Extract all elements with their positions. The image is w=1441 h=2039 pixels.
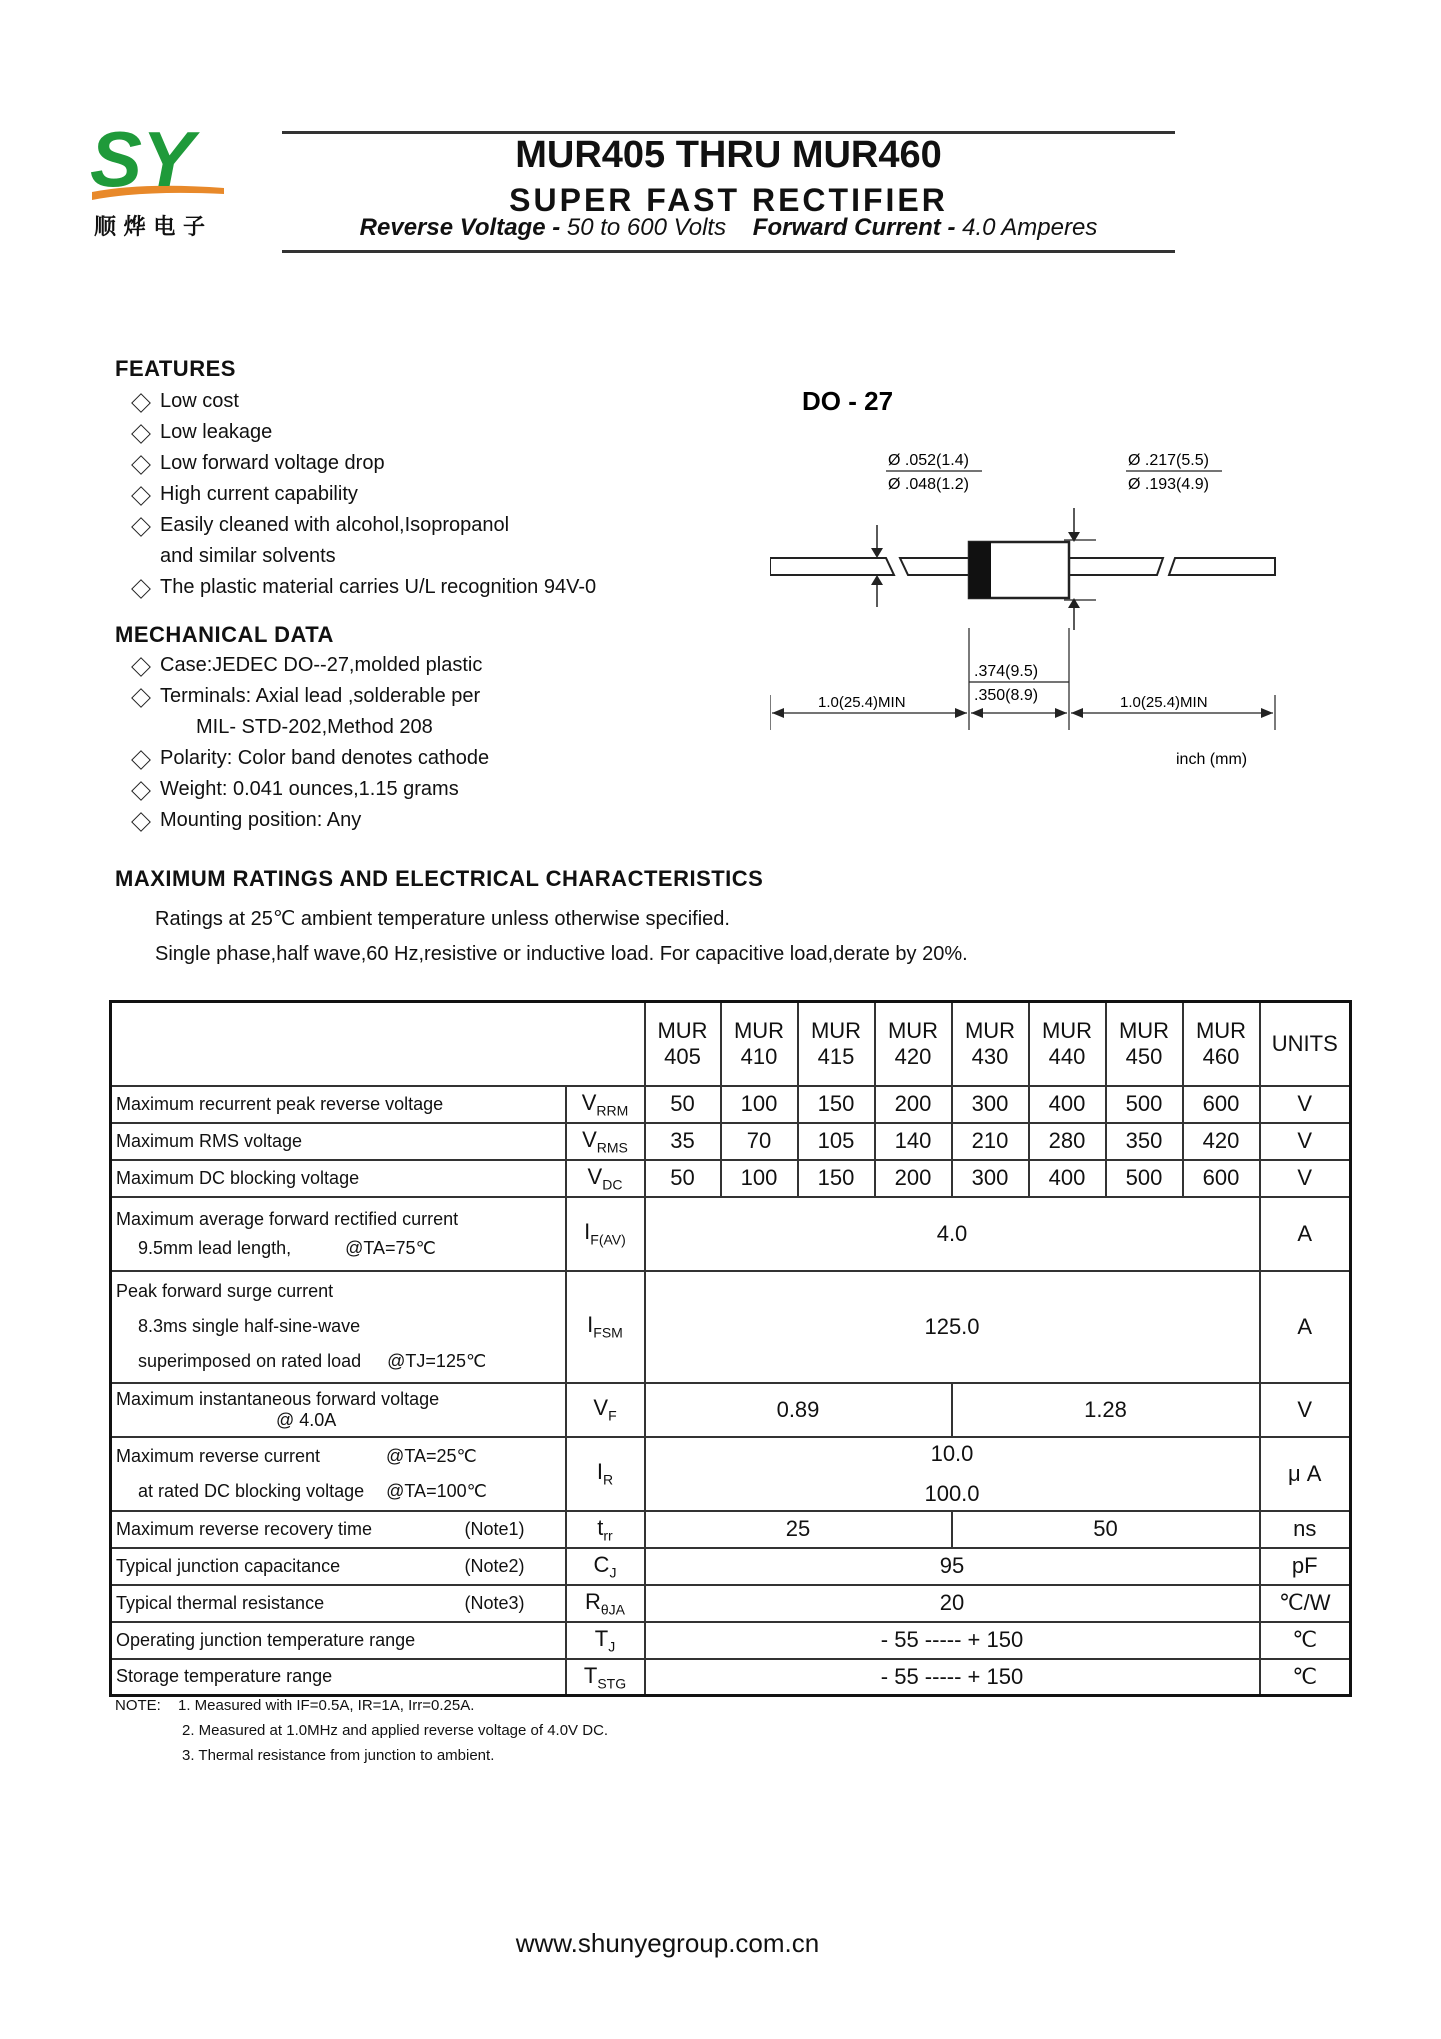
body-dia-max: Ø .217(5.5) <box>1128 452 1209 469</box>
table-row: Maximum reverse recovery time (Note1) $t_{rr}$ 25 50 ns <box>111 1511 1351 1548</box>
arrow-head <box>871 548 883 558</box>
arrow-head <box>971 708 983 718</box>
table-header-row <box>111 1002 1351 1086</box>
footer-url[interactable]: www.shunyegroup.com.cn <box>515 1928 820 1958</box>
lead-dia-max: Ø .052(1.4) <box>888 452 969 469</box>
arrow-head <box>1071 708 1083 718</box>
arrow-head <box>772 708 784 718</box>
body-dia-min: Ø .193(4.9) <box>1128 476 1209 493</box>
right-lead-inner <box>1069 558 1163 575</box>
table-row: Maximum average forward rectified current 9.5mm lead length, @TA=75℃ $I_{F(AV)}$ 4.0 A <box>111 1197 1351 1271</box>
list-item: Low cost <box>132 386 596 417</box>
lead-len-left: 1.0(25.4)MIN <box>818 694 906 711</box>
table-row: Storage temperature range $T_{STG}$ - 55 ----- + 150 ℃ <box>111 1659 1351 1696</box>
diamond-bullet-icon <box>131 812 151 832</box>
header-blank <box>111 1002 645 1086</box>
note-label: NOTE: <box>115 1697 161 1714</box>
body-len-min: .350(8.9) <box>974 687 1039 704</box>
diamond-bullet-icon <box>131 781 151 801</box>
list-item: Easily cleaned with alcohol,Isopropanol and similar solvents <box>132 510 596 572</box>
table-row: Maximum reverse current @TA=25℃ at rated DC blocking voltage @TA=100℃ $I_R$ 10.0 100.0 μ A <box>111 1437 1351 1511</box>
part-header: MUR 450 <box>1106 1002 1183 1086</box>
units-note: inch (mm) <box>1176 751 1248 768</box>
list-item: Polarity: Color band denotes cathode <box>132 743 489 774</box>
left-lead-outer <box>770 558 894 575</box>
part-header: MUR 440 <box>1029 1002 1106 1086</box>
diamond-bullet-icon <box>131 688 151 708</box>
ratings-heading: MAXIMUM RATINGS AND ELECTRICAL CHARACTERISTICS <box>115 866 764 891</box>
lead-dia-min: Ø .048(1.2) <box>888 476 969 493</box>
package-name: DO - 27 <box>802 386 894 416</box>
left-lead-inner <box>900 558 969 575</box>
package-diagram <box>770 375 1290 795</box>
list-item: Case:JEDEC DO--27,molded plastic <box>132 650 489 681</box>
header-rule-bottom <box>282 250 1175 253</box>
body-len-max: .374(9.5) <box>974 663 1039 680</box>
table-row: Typical junction capacitance (Note2) $C_J$ 95 pF <box>111 1548 1351 1585</box>
ratings-note-2: Single phase,half wave,60 Hz,resistive or inductive load. For capacitive load,derate by 20%. <box>155 943 968 965</box>
header-ratings <box>282 214 1175 242</box>
spec-table <box>109 1000 1352 1697</box>
list-item: The plastic material carries U/L recognition 94V-0 <box>132 572 596 603</box>
table-row: Maximum instantaneous forward voltage @ 4.0A $V_F$ 0.89 1.28 V <box>111 1383 1351 1437</box>
right-lead-outer <box>1169 558 1275 575</box>
list-item: Terminals: Axial lead ,solderable per MIL- STD-202,Method 208 <box>132 681 489 743</box>
part-header: MUR 420 <box>875 1002 952 1086</box>
mechanical-list <box>132 650 489 836</box>
list-item: Weight: 0.041 ounces,1.15 grams <box>132 774 489 805</box>
part-header: MUR 405 <box>645 1002 721 1086</box>
features-heading: FEATURES <box>115 356 236 381</box>
lead-len-right: 1.0(25.4)MIN <box>1120 694 1208 711</box>
table-row: Maximum DC blocking voltage $V_{DC}$ 50 100 150 200 300 400 500 600 V <box>111 1160 1351 1197</box>
table-row: Maximum RMS voltage $V_{RMS}$ 35 70 105 140 210 280 350 420 V <box>111 1123 1351 1160</box>
part-header: MUR 415 <box>798 1002 875 1086</box>
note-2: 2. Measured at 1.0MHz and applied reverse voltage of 4.0V DC. <box>182 1722 609 1739</box>
arrow-head <box>1055 708 1067 718</box>
ratings-note-1: Ratings at 25℃ ambient temperature unless otherwise specified. <box>155 908 730 930</box>
diamond-bullet-icon <box>131 486 151 506</box>
note-3: 3. Thermal resistance from junction to ambient. <box>182 1747 495 1764</box>
part-header: MUR 410 <box>721 1002 798 1086</box>
list-item: Mounting position: Any <box>132 805 489 836</box>
arrow-head <box>871 575 883 585</box>
logo-chinese: 顺 烨 电 子 <box>94 215 205 240</box>
diamond-bullet-icon <box>131 579 151 599</box>
table-row: Typical thermal resistance (Note3) $R_{\theta JA}$ 20 ℃/W <box>111 1585 1351 1622</box>
page-subtitle: SUPER FAST RECTIFIER <box>509 182 948 218</box>
company-logo <box>84 114 249 244</box>
list-item: Low forward voltage drop <box>132 448 596 479</box>
forward-current-label: Forward Current - <box>752 214 956 241</box>
diamond-bullet-icon <box>131 657 151 677</box>
units-header: UNITS <box>1260 1002 1351 1086</box>
reverse-voltage-label: Reverse Voltage - <box>359 214 561 241</box>
mechanical-heading: MECHANICAL DATA <box>115 622 334 647</box>
arrow-head <box>955 708 967 718</box>
diamond-bullet-icon <box>131 424 151 444</box>
list-item: High current capability <box>132 479 596 510</box>
part-header: MUR 460 <box>1183 1002 1260 1086</box>
table-row: Peak forward surge current 8.3ms single half-sine-wave superimposed on rated load @TJ=125℃ $I_{FSM}$ 125.0 A <box>111 1271 1351 1383</box>
arrow-head <box>1261 708 1273 718</box>
diamond-bullet-icon <box>131 517 151 537</box>
diamond-bullet-icon <box>131 455 151 475</box>
reverse-voltage-value: 50 to 600 Volts <box>566 214 727 241</box>
table-row: Operating junction temperature range $T_J$ - 55 ----- + 150 ℃ <box>111 1622 1351 1659</box>
note-1: 1. Measured with IF=0.5A, IR=1A, Irr=0.25A. <box>178 1697 475 1714</box>
diamond-bullet-icon <box>131 750 151 770</box>
forward-current-value: 4.0 Amperes <box>962 214 1098 241</box>
diamond-bullet-icon <box>131 393 151 413</box>
list-item: Low leakage <box>132 417 596 448</box>
page-title: MUR405 THRU MUR460 <box>515 134 942 176</box>
part-header: MUR 430 <box>952 1002 1029 1086</box>
features-list <box>132 386 596 603</box>
table-row: Maximum recurrent peak reverse voltage $V_{RRM}$ 50 100 150 200 300 400 500 600 V <box>111 1086 1351 1123</box>
logo-letters: SY <box>90 115 195 203</box>
cathode-band <box>969 542 991 598</box>
